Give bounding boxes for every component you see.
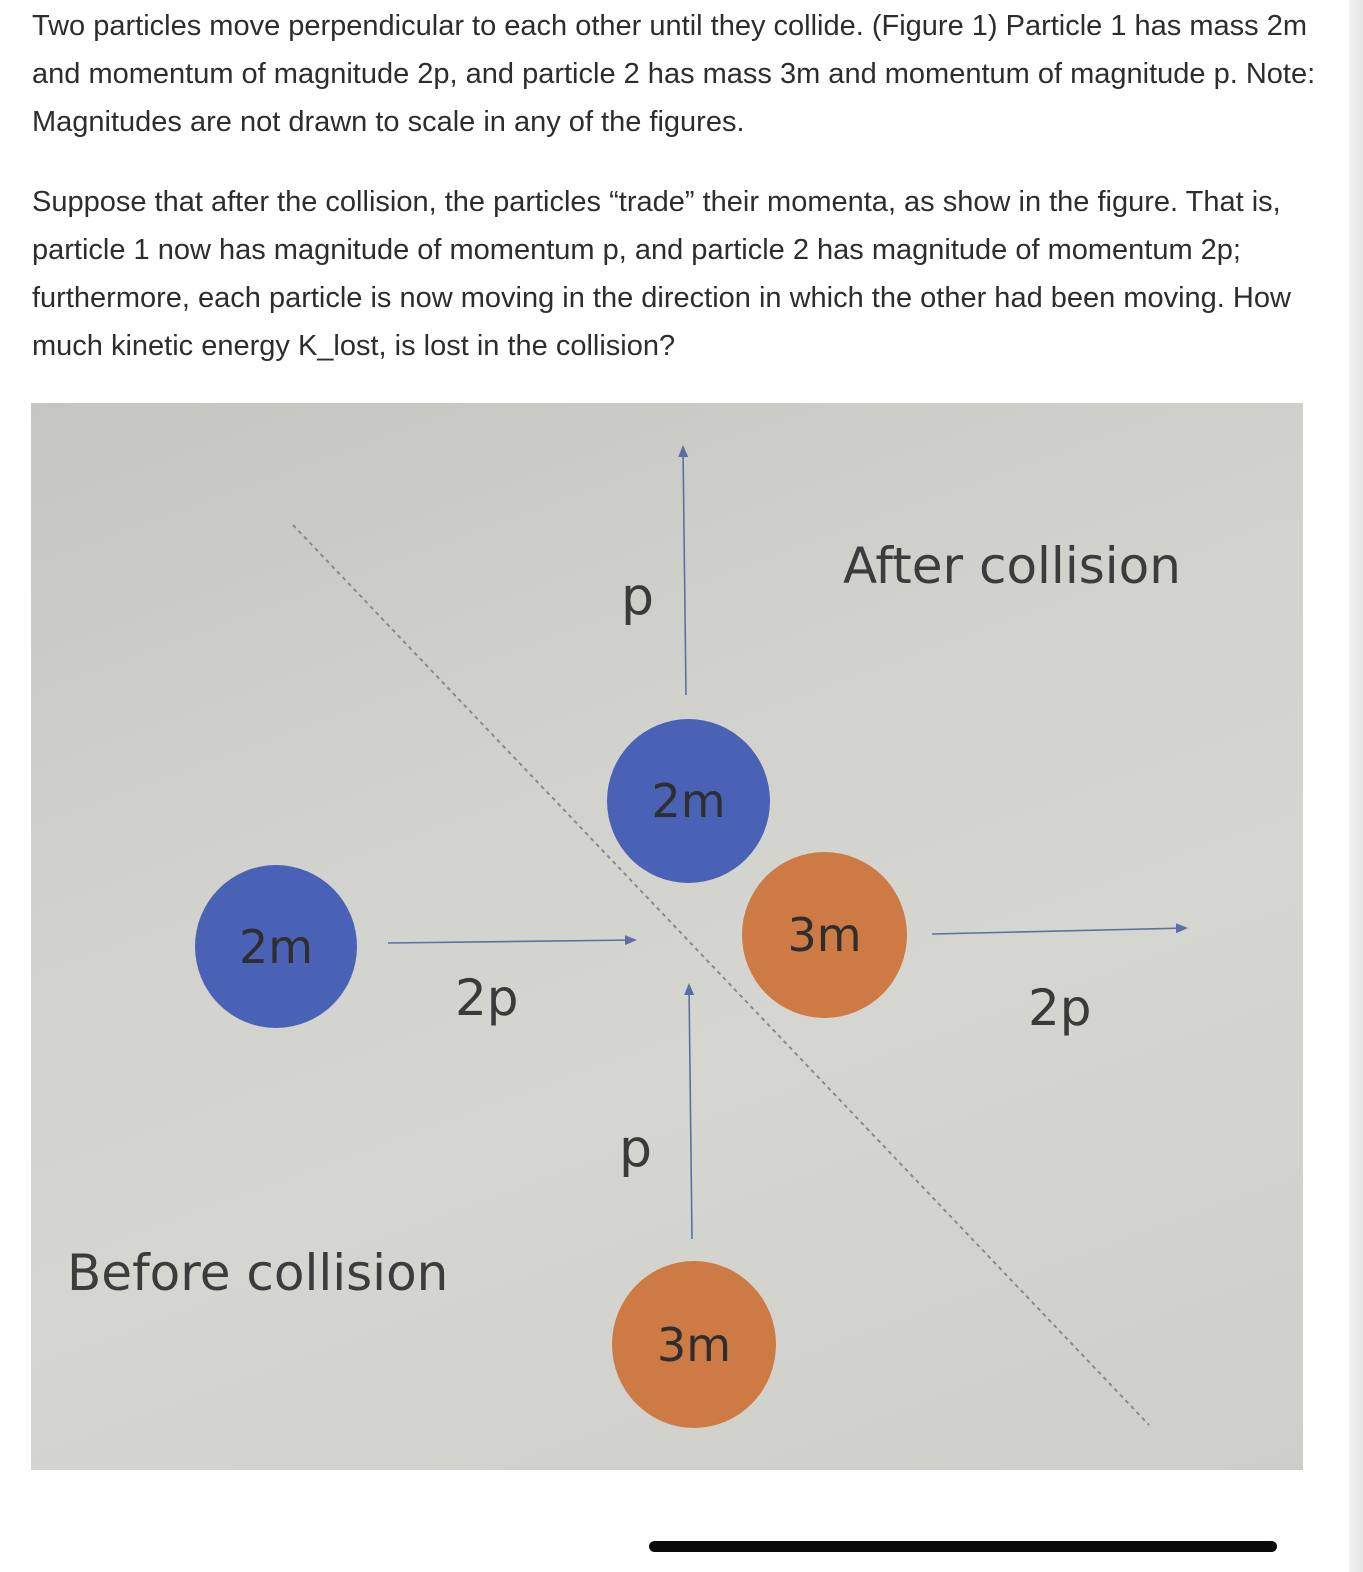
before-particle-1-momentum-arrow <box>388 940 635 943</box>
problem-paragraph-1: Two particles move perpendicular to each other until they collide. (Figure 1) Particle 1 has mass 2m and momentum of magnitude 2p, and particle 2 has mass 3m and momentum of magnitude p. Note: Magnitudes are not drawn to scale in any of the figures. <box>32 10 1316 138</box>
after-collision-caption: After collision <box>843 537 1181 595</box>
after-particle-1-momentum-arrow <box>683 447 686 695</box>
before-particle-2-momentum-label: p <box>619 1119 653 1179</box>
before-particle-1-mass-label: 2m <box>238 919 314 974</box>
after-particle-2-mass-label: 3m <box>787 908 862 962</box>
after-particle-1-2m <box>607 719 770 883</box>
before-particle-2-mass-label: 3m <box>656 1317 732 1372</box>
after-particle-1-mass-label: 2m <box>651 774 726 828</box>
before-particle-2-momentum-arrow <box>689 985 692 1239</box>
before-particle-2-3m <box>612 1261 776 1428</box>
after-particle-2-momentum-arrow <box>932 928 1186 934</box>
after-particle-2-momentum-label: 2p <box>1028 979 1092 1037</box>
problem-paragraph-2: Suppose that after the collision, the particles “trade” their momenta, as show in the figure. That is, particle 1 now has magnitude of momentum p, and particle 2 has magnitude of momentum 2p; furthermore, each particle is now moving in the direction in which the other had been moving. How much kinetic energy K_lost, is lost in the collision? <box>32 186 1291 362</box>
after-particle-2-3m <box>742 852 907 1018</box>
home-indicator-bar[interactable] <box>649 1541 1277 1552</box>
collision-figure <box>31 403 1303 1470</box>
before-particle-1-2m <box>195 865 357 1028</box>
page-edge-shadow <box>1349 0 1363 1572</box>
after-particle-1-momentum-label: p <box>621 567 655 627</box>
before-particle-1-momentum-label: 2p <box>455 969 519 1027</box>
before-collision-caption: Before collision <box>67 1244 449 1302</box>
